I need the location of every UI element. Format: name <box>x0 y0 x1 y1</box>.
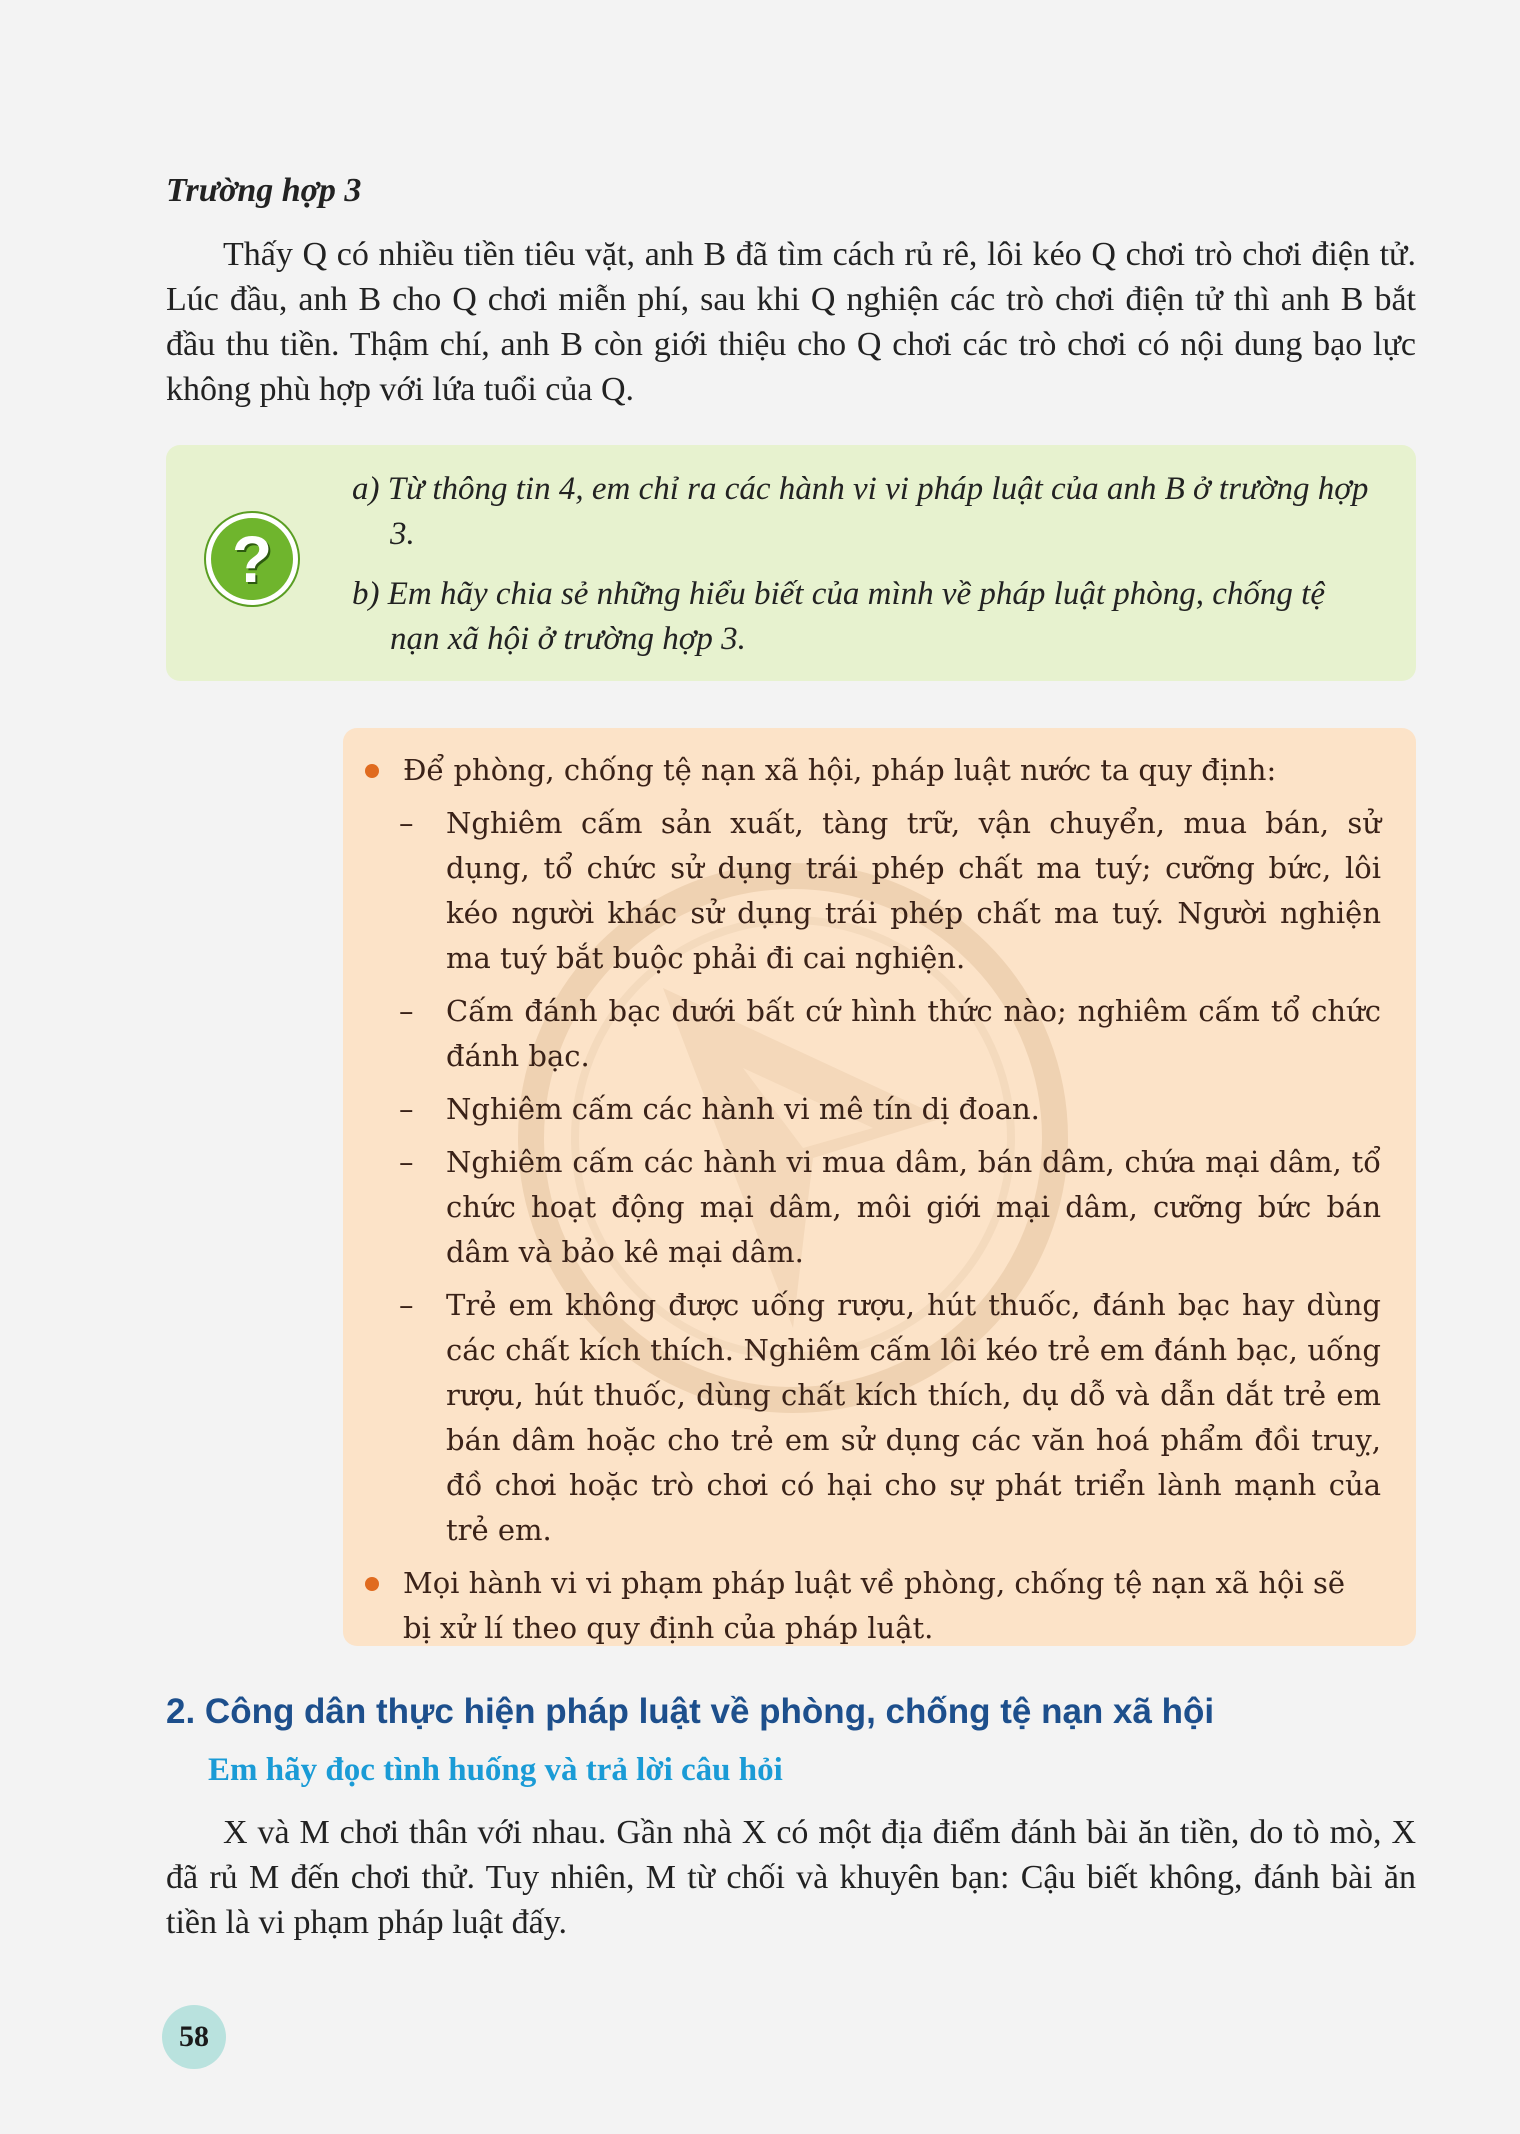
question-item-b: b) Em hãy chia sẻ những hiểu biết của mình về pháp luật phòng, chống tệ nạn xã hội ở trường hợp 3. <box>352 576 1325 657</box>
case-paragraph-text: Thấy Q có nhiều tiền tiêu vặt, anh B đã tìm cách rủ rê, lôi kéo Q chơi trò chơi điện tử. Lúc đầu, anh B cho Q chơi miễn phí, sau khi Q nghiện các trò chơi điện tử thì anh B bắt đầu thu tiền. Thậm chí, anh B còn giới thiệu cho Q chơi các trò chơi có nội dung bạo lực không phù hợp với lứa tuổi của Q. <box>166 236 1416 408</box>
question-box <box>166 445 1416 681</box>
knowledge-dash-item: – Cấm đánh bạc dưới bất cứ hình thức nào; nghiêm cấm tổ chức đánh bạc. <box>399 994 1381 1073</box>
knowledge-box <box>343 728 1416 1646</box>
knowledge-dash-item: – Nghiêm cấm các hành vi mê tín dị đoan. <box>399 1092 1040 1126</box>
bullet-dot-icon <box>365 1577 379 1591</box>
question-item-a: a) Từ thông tin 4, em chỉ ra các hành vi vi pháp luật của anh B ở trường hợp 3. <box>352 471 1369 552</box>
section-heading: 2. Công dân thực hiện pháp luật về phòng, chống tệ nạn xã hội <box>166 1692 1215 1731</box>
bullet-dot-icon <box>365 764 379 778</box>
question-list <box>352 467 1374 677</box>
section-subheading: Em hãy đọc tình huống và trả lời câu hỏi <box>208 1752 783 1788</box>
knowledge-dash-item: – Nghiêm cấm các hành vi mua dâm, bán dâm, chứa mại dâm, tổ chức hoạt động mại dâm, môi giới mại dâm, cưỡng bức bán dâm và bảo kê mại dâm. <box>399 1145 1381 1269</box>
knowledge-dash-item: – Nghiêm cấm sản xuất, tàng trữ, vận chuyển, mua bán, sử dụng, tổ chức sử dụng trái phép chất ma tuý; cưỡng bức, lôi kéo người khác sử dụng trái phép chất ma tuý. Người nghiện ma tuý bắt buộc phải đi cai nghiện. <box>399 806 1381 975</box>
story-paragraph-text: X và M chơi thân với nhau. Gần nhà X có một địa điểm đánh bài ăn tiền, do tò mò, X đã rủ M đến chơi thử. Tuy nhiên, M từ chối và khuyên bạn: Cậu biết không, đánh bài ăn tiền là vi phạm pháp luật đấy. <box>166 1814 1416 1941</box>
story-paragraph <box>166 1810 1416 1945</box>
page-number-badge: 58 <box>162 2005 226 2069</box>
knowledge-bullet-1: Để phòng, chống tệ nạn xã hội, pháp luật nước ta quy định: <box>361 748 1381 793</box>
question-mark-icon: ? <box>206 513 298 605</box>
knowledge-dash-item: – Trẻ em không được uống rượu, hút thuốc, đánh bạc hay dùng các chất kích thích. Nghiêm cấm lôi kéo trẻ em đánh bạc, uống rượu, hút thuốc, dùng chất kích thích, dụ dỗ và dẫn dắt trẻ em bán dâm hoặc cho trẻ em sử dụng các văn hoá phẩm đồi truỵ, đồ chơi hoặc trò chơi có hại cho sự phát triển lành mạnh của trẻ em. <box>399 1288 1381 1547</box>
case-paragraph <box>166 232 1416 412</box>
knowledge-bullet-2: Mọi hành vi vi phạm pháp luật về phòng, chống tệ nạn xã hội sẽ bị xử lí theo quy định của pháp luật. <box>361 1561 1381 1646</box>
case-title: Trường hợp 3 <box>166 172 362 209</box>
